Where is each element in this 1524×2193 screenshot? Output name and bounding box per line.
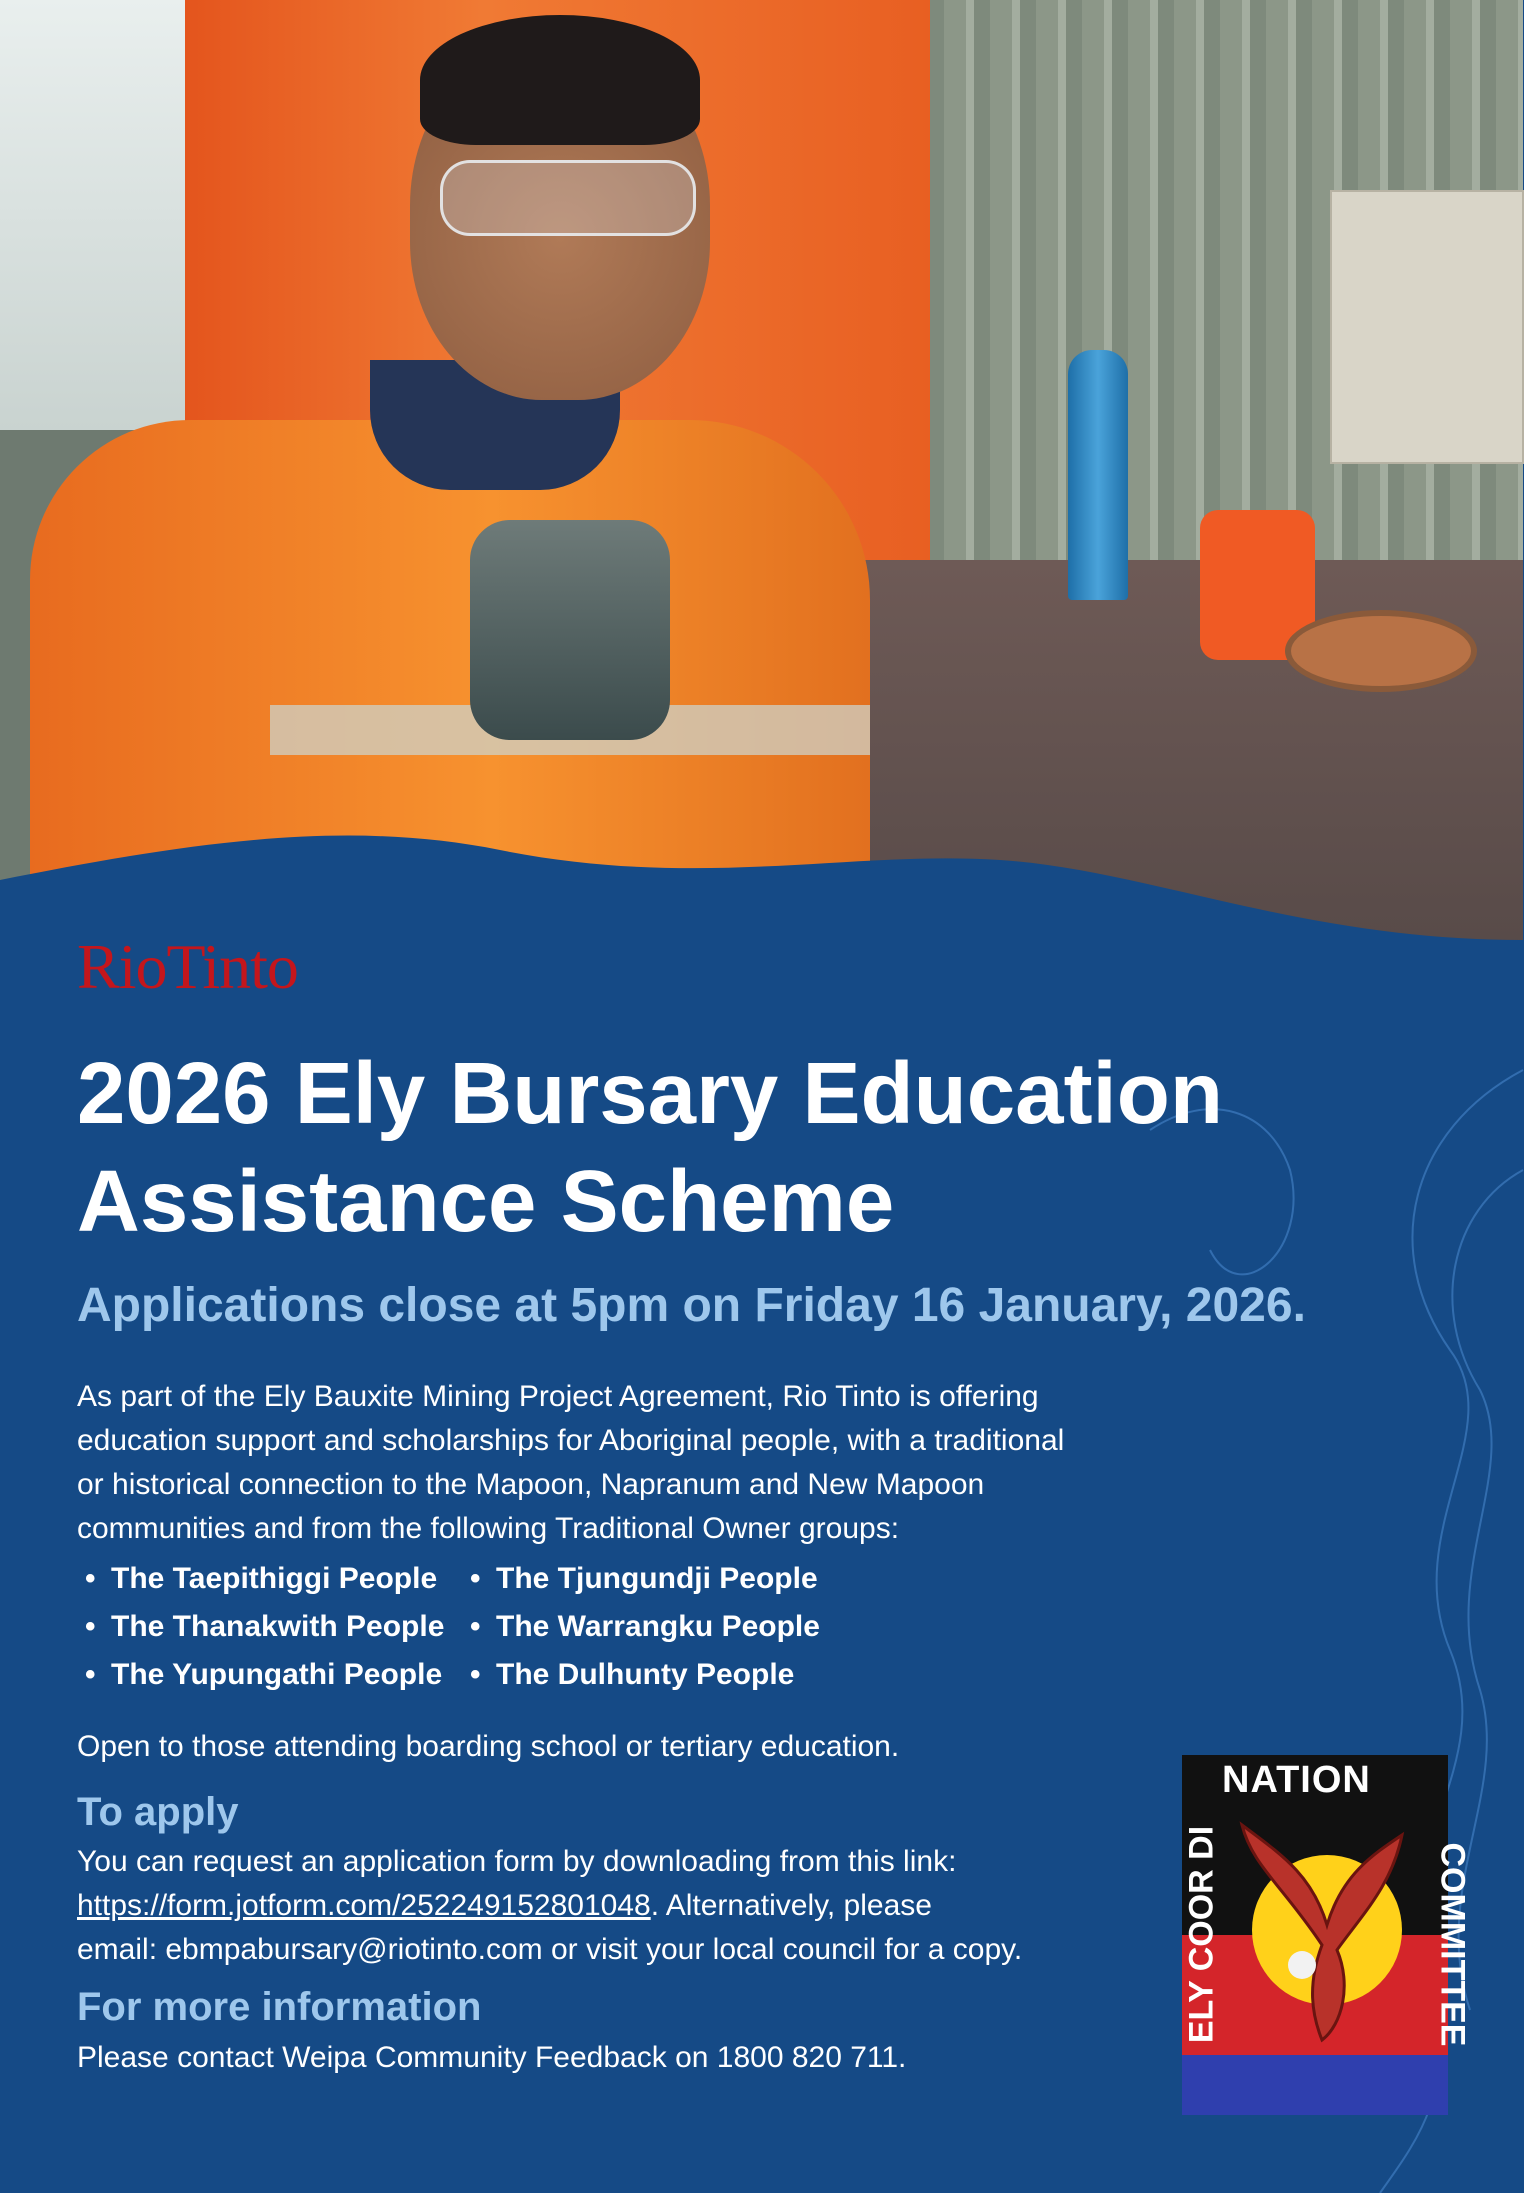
badge-text-right: COMMITTEE [1433,1842,1472,2047]
angle-grinder [470,520,670,740]
intro-line: education support and scholarships for Aboriginal people, with a traditional [77,1424,1065,1457]
rio-tinto-logo: RioTinto [77,931,298,1002]
title-line-1: 2026 Ely Bursary Education [77,1045,1223,1142]
bullet-icon: • [470,1658,481,1691]
intro-line: As part of the Ely Bauxite Mining Project Agreement, Rio Tinto is offering [77,1380,1039,1413]
safety-glasses [440,160,696,236]
eligibility-text: Open to those attending boarding school or tertiary education. [77,1730,900,1763]
worker-hair [420,15,700,145]
coordination-committee-artwork [1182,1755,1472,2115]
title-line-2: Assistance Scheme [77,1153,895,1250]
list-item [470,1610,820,1644]
list-item [470,1658,794,1692]
group-name: The Yupungathi People [111,1658,443,1691]
window [0,0,200,430]
electrical-cabinet [1330,190,1524,464]
bullet-icon: • [470,1610,481,1643]
gas-cylinder [1068,350,1128,600]
group-name: The Dulhunty People [496,1658,795,1691]
bullet-icon: • [85,1562,96,1595]
list-item [470,1562,818,1596]
group-name: The Taepithiggi People [111,1562,438,1595]
closing-date: Applications close at 5pm on Friday 16 January, 2026. [77,1279,1306,1332]
list-item [85,1658,442,1692]
badge-text-left: ELY COOR DI [1182,1825,1221,2044]
page-title [77,1040,1457,1256]
bullet-icon: • [470,1562,481,1595]
apply-line: email: ebmpabursary@riotinto.com or visit your local council for a copy. [77,1933,1023,1966]
blue-water [1182,2055,1448,2115]
list-item [85,1562,437,1596]
apply-line [77,1884,1137,1928]
apply-line: You can request an application form by downloading from this link: [77,1845,957,1878]
apply-heading: To apply [77,1790,239,1834]
contact-text: Please contact Weipa Community Feedback on 1800 820 711. [77,2041,907,2074]
application-form-link[interactable]: https://form.jotform.com/252249152801048 [77,1889,651,1922]
hero-photo [0,0,1523,960]
intro-paragraph [77,1375,1177,1551]
more-info-heading: For more information [77,1985,482,2029]
apply-line-rest: . Alternatively, please [650,1889,932,1922]
intro-line: communities and from the following Traditional Owner groups: [77,1512,900,1545]
group-name: The Tjungundji People [496,1562,818,1595]
group-name: The Thanakwith People [111,1610,445,1643]
apply-text [77,1840,1137,1972]
intro-line: or historical connection to the Mapoon, Napranum and New Mapoon [77,1468,985,1501]
group-name: The Warrangku People [496,1610,820,1643]
badge-text-top: NATION [1222,1759,1371,1801]
wire-spool [1285,610,1477,692]
bullet-icon: • [85,1658,96,1691]
list-item [85,1610,444,1644]
eagle-icon [1242,1825,1402,2045]
bullet-icon: • [85,1610,96,1643]
